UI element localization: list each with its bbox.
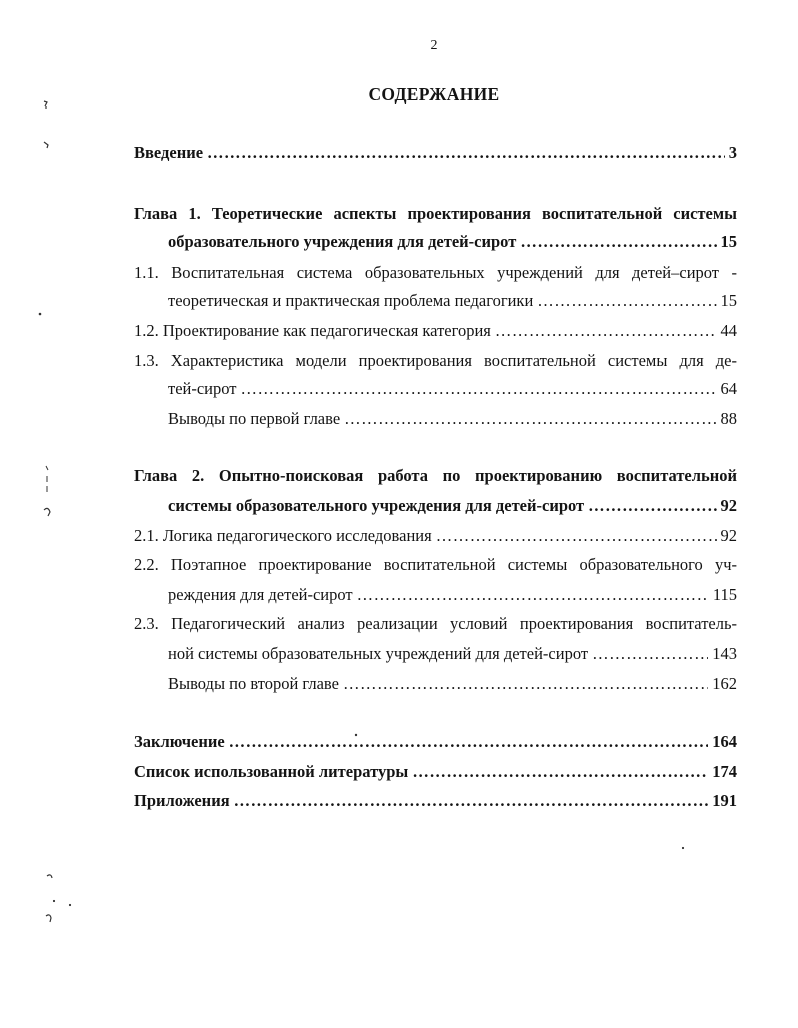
dot-leader (520, 231, 716, 253)
toc-section-1-3-line1: 1.3. Характеристика модели проектирования воспитательной системы для де- (134, 351, 737, 370)
toc-entry-references (134, 761, 737, 783)
toc-entry-section-1-1 (168, 290, 737, 312)
toc-title: реждения для детей-сирот (168, 585, 353, 604)
toc-entry-chapter1 (168, 231, 737, 253)
toc-entry-section-1-2 (134, 320, 737, 342)
toc-page: 64 (720, 379, 737, 398)
dot-leader (207, 142, 725, 164)
toc-title: тей-сирот (168, 379, 237, 398)
toc-entry-section-2-2 (168, 584, 737, 606)
toc-page: 88 (720, 409, 737, 428)
toc-page: 92 (720, 496, 737, 515)
toc-entry-introduction (134, 142, 737, 164)
dot-leader (495, 320, 717, 342)
toc-section-2-2-line1: 2.2. Поэтапное проектирование воспитательной системы образовательного уч- (134, 555, 737, 574)
dot-leader (592, 643, 708, 665)
toc-page: 44 (720, 321, 737, 340)
page-title: СОДЕРЖАНИЕ (368, 84, 500, 104)
toc-title: системы образовательного учреждения для детей-сирот (168, 496, 585, 515)
dot-leader (357, 584, 709, 606)
toc-title: 2.1. Логика педагогического исследования (134, 526, 432, 545)
toc-page: 174 (712, 762, 737, 781)
toc-page: 162 (712, 674, 737, 693)
toc-title: Выводы по первой главе (168, 409, 341, 428)
dot-leader (229, 731, 709, 753)
toc-entry-chapter1-conclusions (168, 408, 737, 430)
dot-leader (537, 290, 716, 312)
dot-leader (241, 378, 717, 400)
toc-chapter2-title-line1: Глава 2. Опытно-поисковая работа по проектированию воспитательной (134, 466, 737, 485)
toc-title: Заключение (134, 732, 225, 751)
toc-title: Выводы по второй главе (168, 674, 339, 693)
toc-page: 143 (712, 644, 737, 663)
toc-section-1-1-line1: 1.1. Воспитательная система образовательных учреждений для детей–сирот - (134, 263, 737, 282)
toc-entry-appendices (134, 790, 737, 812)
dot-leader (412, 761, 708, 783)
toc-page: 191 (712, 791, 737, 810)
toc-page: 15 (720, 232, 737, 251)
toc-entry-conclusion (134, 731, 737, 753)
toc-title: 1.2. Проектирование как педагогическая категория (134, 321, 491, 340)
dot-leader (343, 673, 708, 695)
toc-section-2-3-line1: 2.3. Педагогический анализ реализации условий проектирования воспитатель- (134, 614, 737, 633)
toc-title: теоретическая и практическая проблема педагогики (168, 291, 534, 310)
toc-page: 92 (720, 526, 737, 545)
toc-page: 115 (712, 585, 737, 604)
dot-leader (344, 408, 716, 430)
toc-entry-section-2-3 (168, 643, 737, 665)
toc-title: образовательного учреждения для детей-сирот (168, 232, 517, 251)
toc-title: ной системы образовательных учреждений для детей-сирот (168, 644, 589, 663)
dot-leader (436, 525, 717, 547)
toc-entry-section-1-3 (168, 378, 737, 400)
toc-title: Введение (134, 143, 204, 162)
toc-entry-section-2-1 (134, 525, 737, 547)
toc-entry-chapter2 (168, 495, 737, 517)
toc-page: 15 (720, 291, 737, 310)
toc-page: 3 (728, 143, 737, 162)
dot-leader (234, 790, 709, 812)
dot-leader (588, 495, 716, 517)
toc-title: Приложения (134, 791, 230, 810)
page-number: 2 (430, 38, 438, 53)
toc-entry-chapter2-conclusions (168, 673, 737, 695)
toc-chapter1-title-line1: Глава 1. Теоретические аспекты проектирования воспитательной системы (134, 204, 737, 223)
toc-page: 164 (712, 732, 737, 751)
toc-title: Список использованной литературы (134, 762, 409, 781)
